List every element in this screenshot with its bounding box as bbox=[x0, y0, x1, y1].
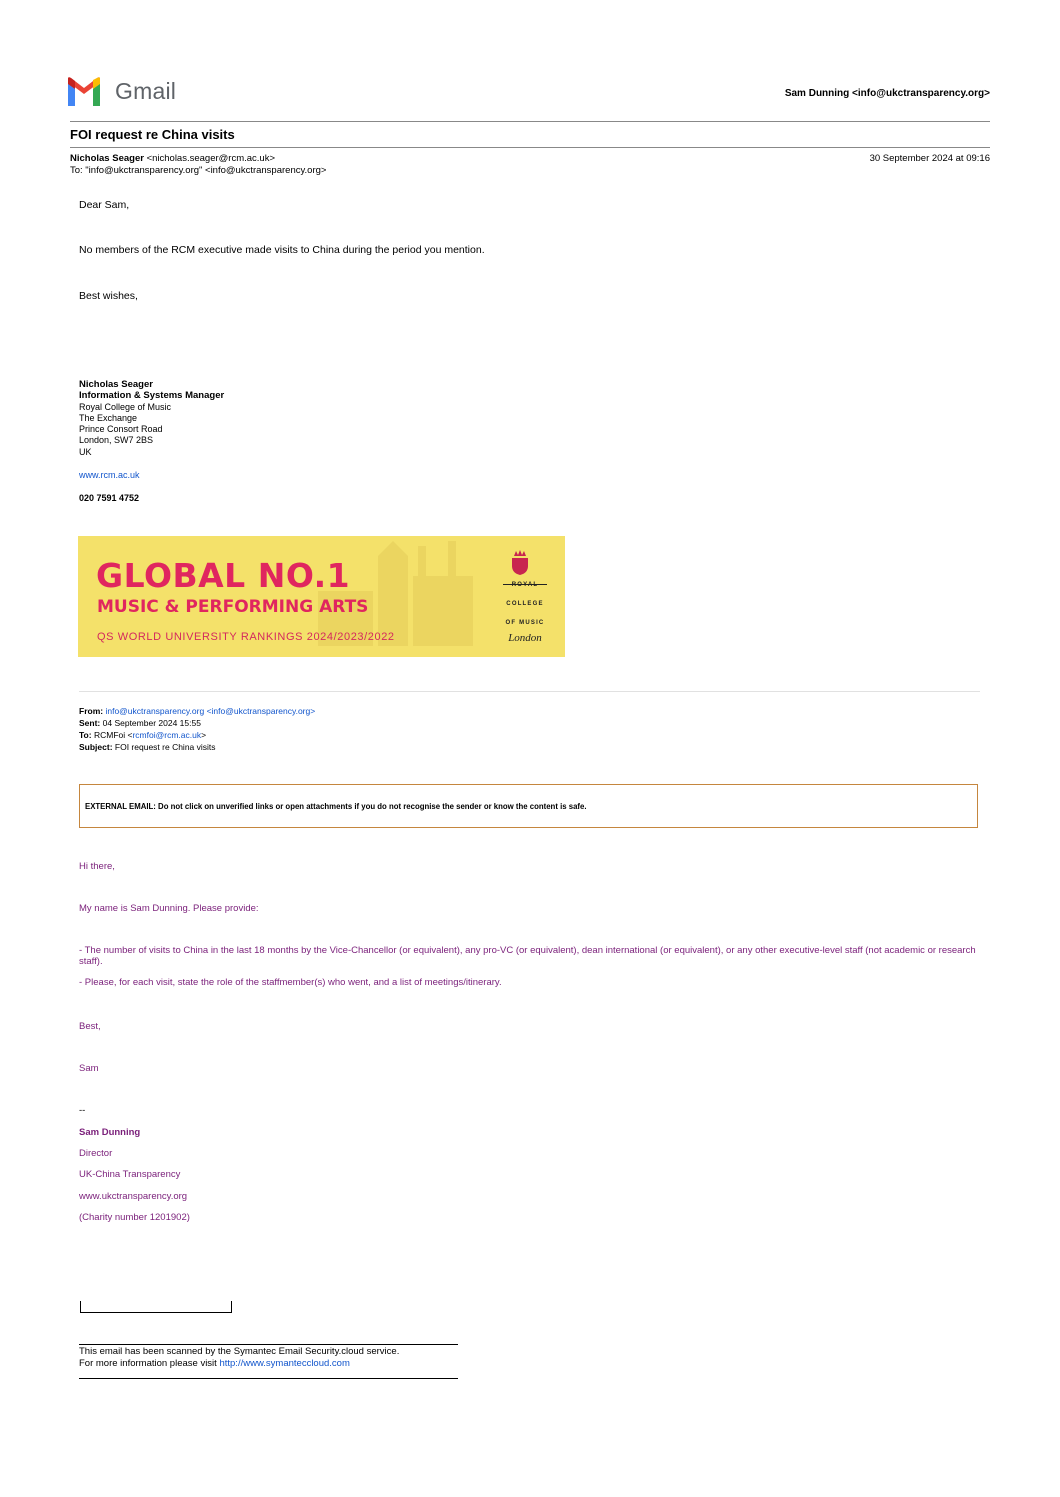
signature-title: Information & Systems Manager bbox=[79, 390, 225, 402]
quoted-signature-charity: (Charity number 1201902) bbox=[79, 1212, 190, 1223]
email-date: 30 September 2024 at 09:16 bbox=[869, 153, 990, 164]
footer-more-info-text: For more information please visit bbox=[79, 1358, 220, 1369]
banner-rankings-text: QS WORLD UNIVERSITY RANKINGS 2024/2023/2022 bbox=[97, 631, 395, 643]
quoted-sign-name: Sam bbox=[79, 1063, 99, 1074]
sender-line bbox=[70, 153, 275, 164]
signature-address-line: The Exchange bbox=[79, 412, 138, 423]
signature-phone: 020 7591 4752 bbox=[79, 493, 140, 503]
footer-more-info bbox=[79, 1358, 350, 1369]
crest-text-of-music: OF MUSIC bbox=[505, 620, 545, 626]
account-label: Sam Dunning <info@ukctransparency.org> bbox=[784, 88, 990, 99]
external-email-warning-text: EXTERNAL EMAIL: Do not click on unverified links or open attachments if you do not recognise the sender or know the content is safe. bbox=[85, 802, 587, 811]
quoted-sent-line bbox=[79, 718, 201, 728]
recipient-line: To: "info@ukctransparency.org" <info@ukctransparency.org> bbox=[70, 165, 327, 176]
footer-rule-top bbox=[79, 1344, 458, 1345]
empty-image-placeholder bbox=[80, 1301, 232, 1313]
header-divider bbox=[70, 121, 990, 122]
signature-website-link[interactable]: www.rcm.ac.uk bbox=[79, 470, 140, 480]
gmail-wordmark: Gmail bbox=[115, 78, 177, 104]
signature-address-line: Prince Consort Road bbox=[79, 424, 163, 435]
sender-email: <nicholas.seager@rcm.ac.uk> bbox=[146, 153, 276, 164]
quoted-to-line bbox=[79, 730, 206, 740]
signature-address-line: UK bbox=[79, 446, 92, 457]
closing: Best wishes, bbox=[79, 290, 138, 302]
signature-separator: -- bbox=[79, 1105, 86, 1116]
signature-name: Nicholas Seager bbox=[79, 379, 153, 390]
quoted-signature-name: Sam Dunning bbox=[79, 1127, 141, 1138]
quoted-subject-line bbox=[79, 742, 216, 752]
sender-name: Nicholas Seager bbox=[70, 153, 144, 164]
quoted-to-value: RCMFoi < bbox=[93, 730, 133, 740]
quoted-request-item: - The number of visits to China in the last 18 months by the Vice-Chancellor (or equivalent), any pro-VC (or equivalent), dean international (or equivalent), or any other executive-level staff (not academic or research staff). bbox=[79, 945, 976, 967]
crest-text-london: London bbox=[508, 632, 542, 644]
quoted-intro: My name is Sam Dunning. Please provide: bbox=[79, 903, 259, 914]
quoted-signature-org: UK-China Transparency bbox=[79, 1169, 181, 1180]
gmail-logo-icon bbox=[66, 76, 102, 108]
quoted-from-line bbox=[79, 706, 315, 716]
message-body: No members of the RCM executive made visits to China during the period you mention. bbox=[79, 244, 485, 256]
quoted-from-label: From: bbox=[79, 706, 104, 716]
signature-address-line: Royal College of Music bbox=[79, 401, 172, 412]
signature-address-line: London, SW7 2BS bbox=[79, 435, 154, 446]
quoted-from-email-link[interactable]: <info@ukctransparency.org> bbox=[206, 706, 316, 716]
quoted-from-link[interactable]: info@ukctransparency.org bbox=[105, 706, 205, 716]
banner-subheadline: MUSIC & PERFORMING ARTS bbox=[97, 597, 369, 617]
quoted-to-label: To: bbox=[79, 730, 92, 740]
quoted-greeting: Hi there, bbox=[79, 861, 115, 872]
footer-rule-bottom bbox=[79, 1378, 458, 1379]
quoted-subject-label: Subject: bbox=[79, 742, 113, 752]
quoted-request-item: - Please, for each visit, state the role of the staffmember(s) who went, and a list of meetings/itinerary. bbox=[79, 977, 502, 988]
quoted-sign-off: Best, bbox=[79, 1021, 101, 1032]
email-subject: FOI request re China visits bbox=[70, 127, 235, 142]
quoted-signature-title: Director bbox=[79, 1148, 113, 1159]
signature-block bbox=[79, 379, 224, 458]
crest-text-royal: ROYAL bbox=[511, 582, 539, 588]
subject-divider bbox=[70, 147, 990, 148]
rcm-ranking-banner[interactable] bbox=[78, 536, 565, 657]
quote-divider bbox=[79, 691, 980, 692]
external-email-warning bbox=[79, 784, 978, 828]
quoted-signature-website-link[interactable]: www.ukctransparency.org bbox=[79, 1191, 188, 1202]
footer-scan-notice: This email has been scanned by the Symantec Email Security.cloud service. bbox=[79, 1346, 400, 1357]
banner-headline: GLOBAL NO.1 bbox=[96, 556, 351, 595]
quoted-to-close: > bbox=[201, 730, 207, 740]
quoted-sent-value: 04 September 2024 15:55 bbox=[102, 718, 201, 728]
footer-symantec-link[interactable]: http://www.symanteccloud.com bbox=[219, 1358, 350, 1369]
greeting: Dear Sam, bbox=[79, 199, 130, 211]
rcm-crest-icon bbox=[508, 548, 532, 576]
quoted-subject-value: FOI request re China visits bbox=[114, 742, 216, 752]
quoted-sent-label: Sent: bbox=[79, 718, 101, 728]
quoted-to-email-link[interactable]: rcmfoi@rcm.ac.uk bbox=[132, 730, 202, 740]
crest-text-college: COLLEGE bbox=[506, 601, 544, 607]
